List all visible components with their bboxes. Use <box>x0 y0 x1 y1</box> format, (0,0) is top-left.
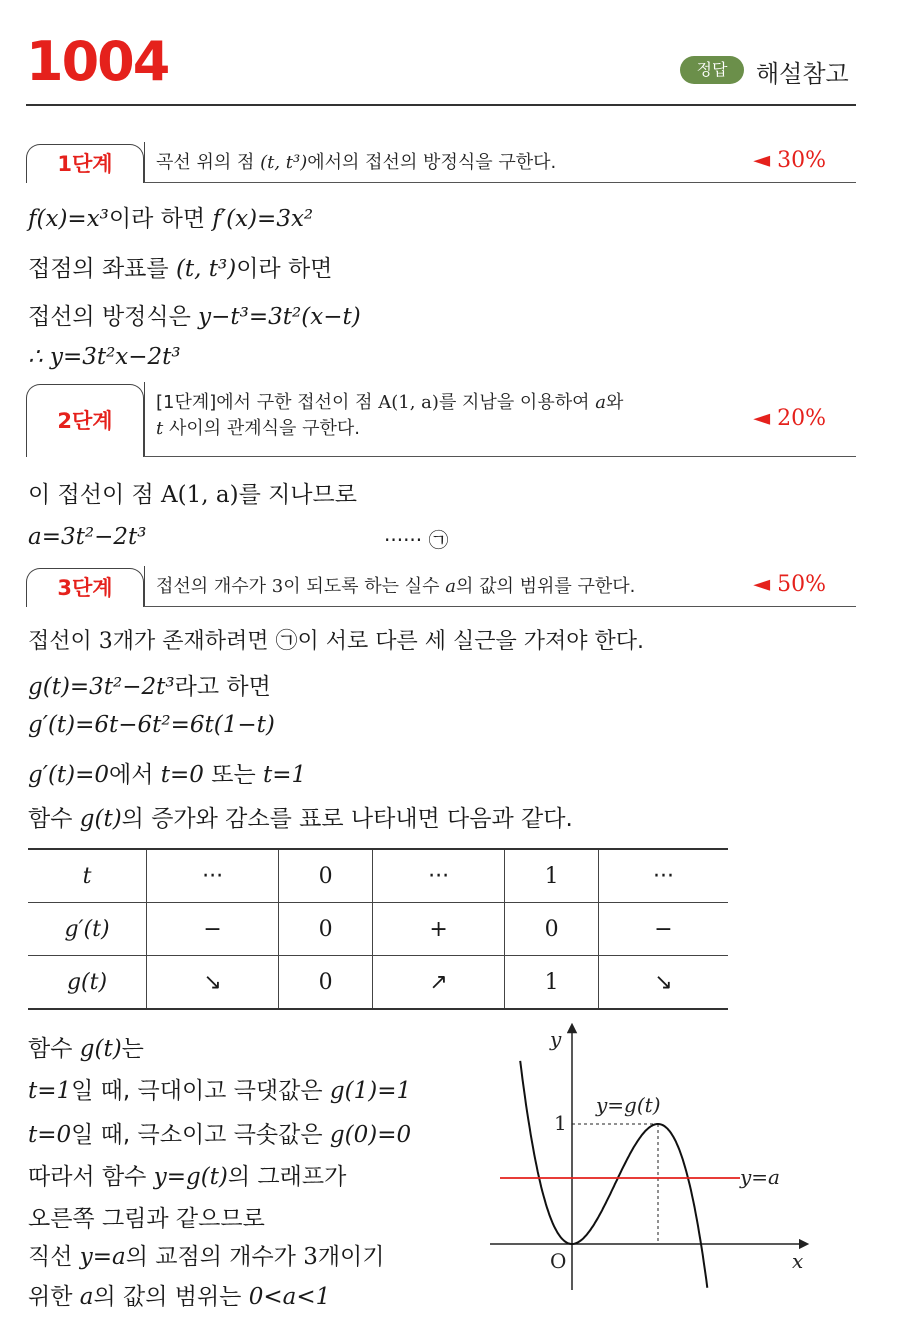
table-cell: g(t) <box>28 956 147 1010</box>
math: t=0 <box>160 762 204 788</box>
conclusion-line-1 <box>28 1030 144 1063</box>
text: 개이기 <box>317 1244 385 1270</box>
table-cell: 0 <box>279 849 373 903</box>
math: y=g(t) <box>153 1164 228 1190</box>
step2-mark: ······ ㉠ <box>384 528 449 552</box>
step1-line-2 <box>28 250 332 283</box>
text: 를 지남을 이용하여 <box>438 392 596 413</box>
text: 이 접선이 점 <box>28 482 162 508</box>
text: 접선의 방정식은 <box>28 304 199 330</box>
step-1-percent: ◄ 30% <box>753 148 826 173</box>
text: 일 때, 극소이고 극솟값은 <box>71 1122 330 1148</box>
sign-table <box>28 848 728 1010</box>
text: 함수 <box>28 1036 80 1062</box>
math: t=1 <box>28 1078 72 1104</box>
text: [1단계]에서 구한 접선이 점 <box>156 392 379 413</box>
text: 함수 <box>28 806 80 832</box>
math: f′(x)=3x² <box>212 206 314 232</box>
text: 와 <box>605 392 624 413</box>
text: 사이의 관계식을 구한다. <box>163 418 361 439</box>
step-2-bar <box>26 382 856 457</box>
step-1-desc-text: 곡선 위의 점 <box>156 152 261 173</box>
math: A(1, a) <box>378 392 439 413</box>
step2-line-1 <box>28 476 357 509</box>
conclusion-line-7 <box>28 1278 330 1311</box>
step-2-percent: ◄ 20% <box>753 406 826 431</box>
text: 의 값의 범위는 <box>93 1284 249 1310</box>
conclusion-line-2 <box>28 1072 411 1105</box>
text: 의 그래프가 <box>227 1164 347 1190</box>
conclusion-line-4 <box>28 1158 346 1191</box>
text: 접선의 개수가 <box>156 576 272 597</box>
conclusion-line-3 <box>28 1116 411 1149</box>
table-row <box>28 849 728 903</box>
step-2-description <box>156 390 623 442</box>
table-cell: 0 <box>505 903 599 956</box>
step-3-bar <box>26 566 856 607</box>
text: 이 되도록 하는 실수 <box>283 576 446 597</box>
step-2-divider <box>144 382 145 456</box>
answer-badge: 정답 <box>680 56 744 84</box>
math: g(t) <box>79 1036 122 1062</box>
table-cell: + <box>372 903 504 956</box>
step3-line-1 <box>28 624 644 655</box>
table-cell: g′(t) <box>28 903 147 956</box>
step-3-tab: 3단계 <box>26 568 144 607</box>
math: f(x)=x³ <box>28 206 109 232</box>
text: 의 증가와 감소를 표로 나타내면 다음과 같다. <box>121 806 573 832</box>
header-rule <box>26 104 856 106</box>
text: 따라서 함수 <box>28 1164 154 1190</box>
table-cell: ··· <box>147 849 279 903</box>
math: g(1)=1 <box>329 1078 412 1104</box>
step-1-desc-math: (t, t³) <box>260 152 308 173</box>
table-cell: ↘ <box>598 956 728 1010</box>
text: 일 때, 극대이고 극댓값은 <box>71 1078 330 1104</box>
math: (t, t³) <box>175 256 237 282</box>
conclusion-line-6 <box>28 1238 385 1271</box>
math: y−t³=3t²(x−t) <box>198 304 361 330</box>
step-1-divider <box>144 142 145 182</box>
table-cell: ↗ <box>372 956 504 1010</box>
math: y=a <box>79 1244 126 1270</box>
math: 0<a<1 <box>248 1284 331 1310</box>
problem-number: 1004 <box>26 30 169 93</box>
text: 접선이 <box>28 629 99 654</box>
math: a <box>79 1284 94 1310</box>
table-cell: t <box>28 849 147 903</box>
table-cell: − <box>147 903 279 956</box>
math: a=3t²−2t³ <box>28 524 147 550</box>
conclusion-line-5 <box>28 1200 265 1233</box>
math: A(1, a) <box>161 482 239 508</box>
step-1-description <box>156 150 556 176</box>
step3-line-5 <box>28 800 573 833</box>
step-2-tab: 2단계 <box>26 384 144 457</box>
math: 3 <box>271 576 284 597</box>
step-3-percent: ◄ 50% <box>753 572 826 597</box>
tick-1-label: 1 <box>554 1111 567 1135</box>
step3-line-4 <box>28 756 306 789</box>
text: 위한 <box>28 1284 80 1310</box>
table-cell: ↘ <box>147 956 279 1010</box>
text: 이라 하면 <box>108 206 213 232</box>
table-cell: − <box>598 903 728 956</box>
math: t=0 <box>28 1122 72 1148</box>
text: 라고 하면 <box>174 674 271 700</box>
text: 의 값의 범위를 구한다. <box>455 576 636 597</box>
math: g(t) <box>79 806 122 832</box>
text: 는 <box>121 1036 144 1062</box>
origin-label: O <box>550 1249 567 1273</box>
step-1-bar <box>26 142 856 183</box>
step3-line-2 <box>28 668 271 701</box>
text: 개가 존재하려면 ㉠이 서로 다른 세 실근을 가져야 한다. <box>112 629 644 654</box>
math: a <box>445 576 456 597</box>
x-axis-label: x <box>792 1249 804 1273</box>
text: 오른쪽 그림과 같으므로 <box>28 1206 265 1232</box>
step2-line-2 <box>28 524 146 550</box>
table-row <box>28 903 728 956</box>
y-axis-label: y <box>550 1027 562 1051</box>
math: ∴ y=3t²x−2t³ <box>28 344 181 370</box>
math: g(t)=3t²−2t³ <box>28 674 175 700</box>
math: t <box>156 418 164 439</box>
table-cell: 0 <box>279 903 373 956</box>
step-3-description <box>156 574 635 600</box>
curve-label: y=g(t) <box>596 1093 661 1117</box>
step1-line-3 <box>28 298 361 331</box>
line-label: y=a <box>740 1165 780 1189</box>
step-2-desc-line-1 <box>156 390 623 416</box>
text: 이라 하면 <box>236 256 333 282</box>
table-row <box>28 956 728 1010</box>
step-1-tab: 1단계 <box>26 144 144 183</box>
step-2-desc-line-2 <box>156 416 623 442</box>
table-cell: 0 <box>279 956 373 1010</box>
math: g′(t)=6t−6t²=6t(1−t) <box>28 712 275 738</box>
math: t=1 <box>263 762 307 788</box>
step1-line-1 <box>28 200 313 233</box>
text: 에서 <box>109 762 161 788</box>
text: 또는 <box>203 762 264 788</box>
step-3-divider <box>144 566 145 606</box>
math: g′(t)=0 <box>28 762 110 788</box>
text: 접점의 좌표를 <box>28 256 176 282</box>
step-1-desc-text-2: 에서의 접선의 방정식을 구한다. <box>307 152 557 173</box>
text: 를 지나므로 <box>238 482 357 508</box>
step3-line-3 <box>28 712 275 738</box>
table-cell: 1 <box>505 849 599 903</box>
math: a <box>595 392 606 413</box>
function-graph <box>488 1018 818 1298</box>
math: 3 <box>98 629 113 654</box>
math: g(0)=0 <box>329 1122 412 1148</box>
table-cell: ··· <box>598 849 728 903</box>
table-cell: 1 <box>505 956 599 1010</box>
text: 의 교점의 개수가 <box>125 1244 304 1270</box>
step1-line-4 <box>28 344 181 370</box>
table-cell: ··· <box>372 849 504 903</box>
math: 3 <box>303 1244 318 1270</box>
answer-text: 해설참고 <box>756 60 849 88</box>
text: 직선 <box>28 1244 80 1270</box>
